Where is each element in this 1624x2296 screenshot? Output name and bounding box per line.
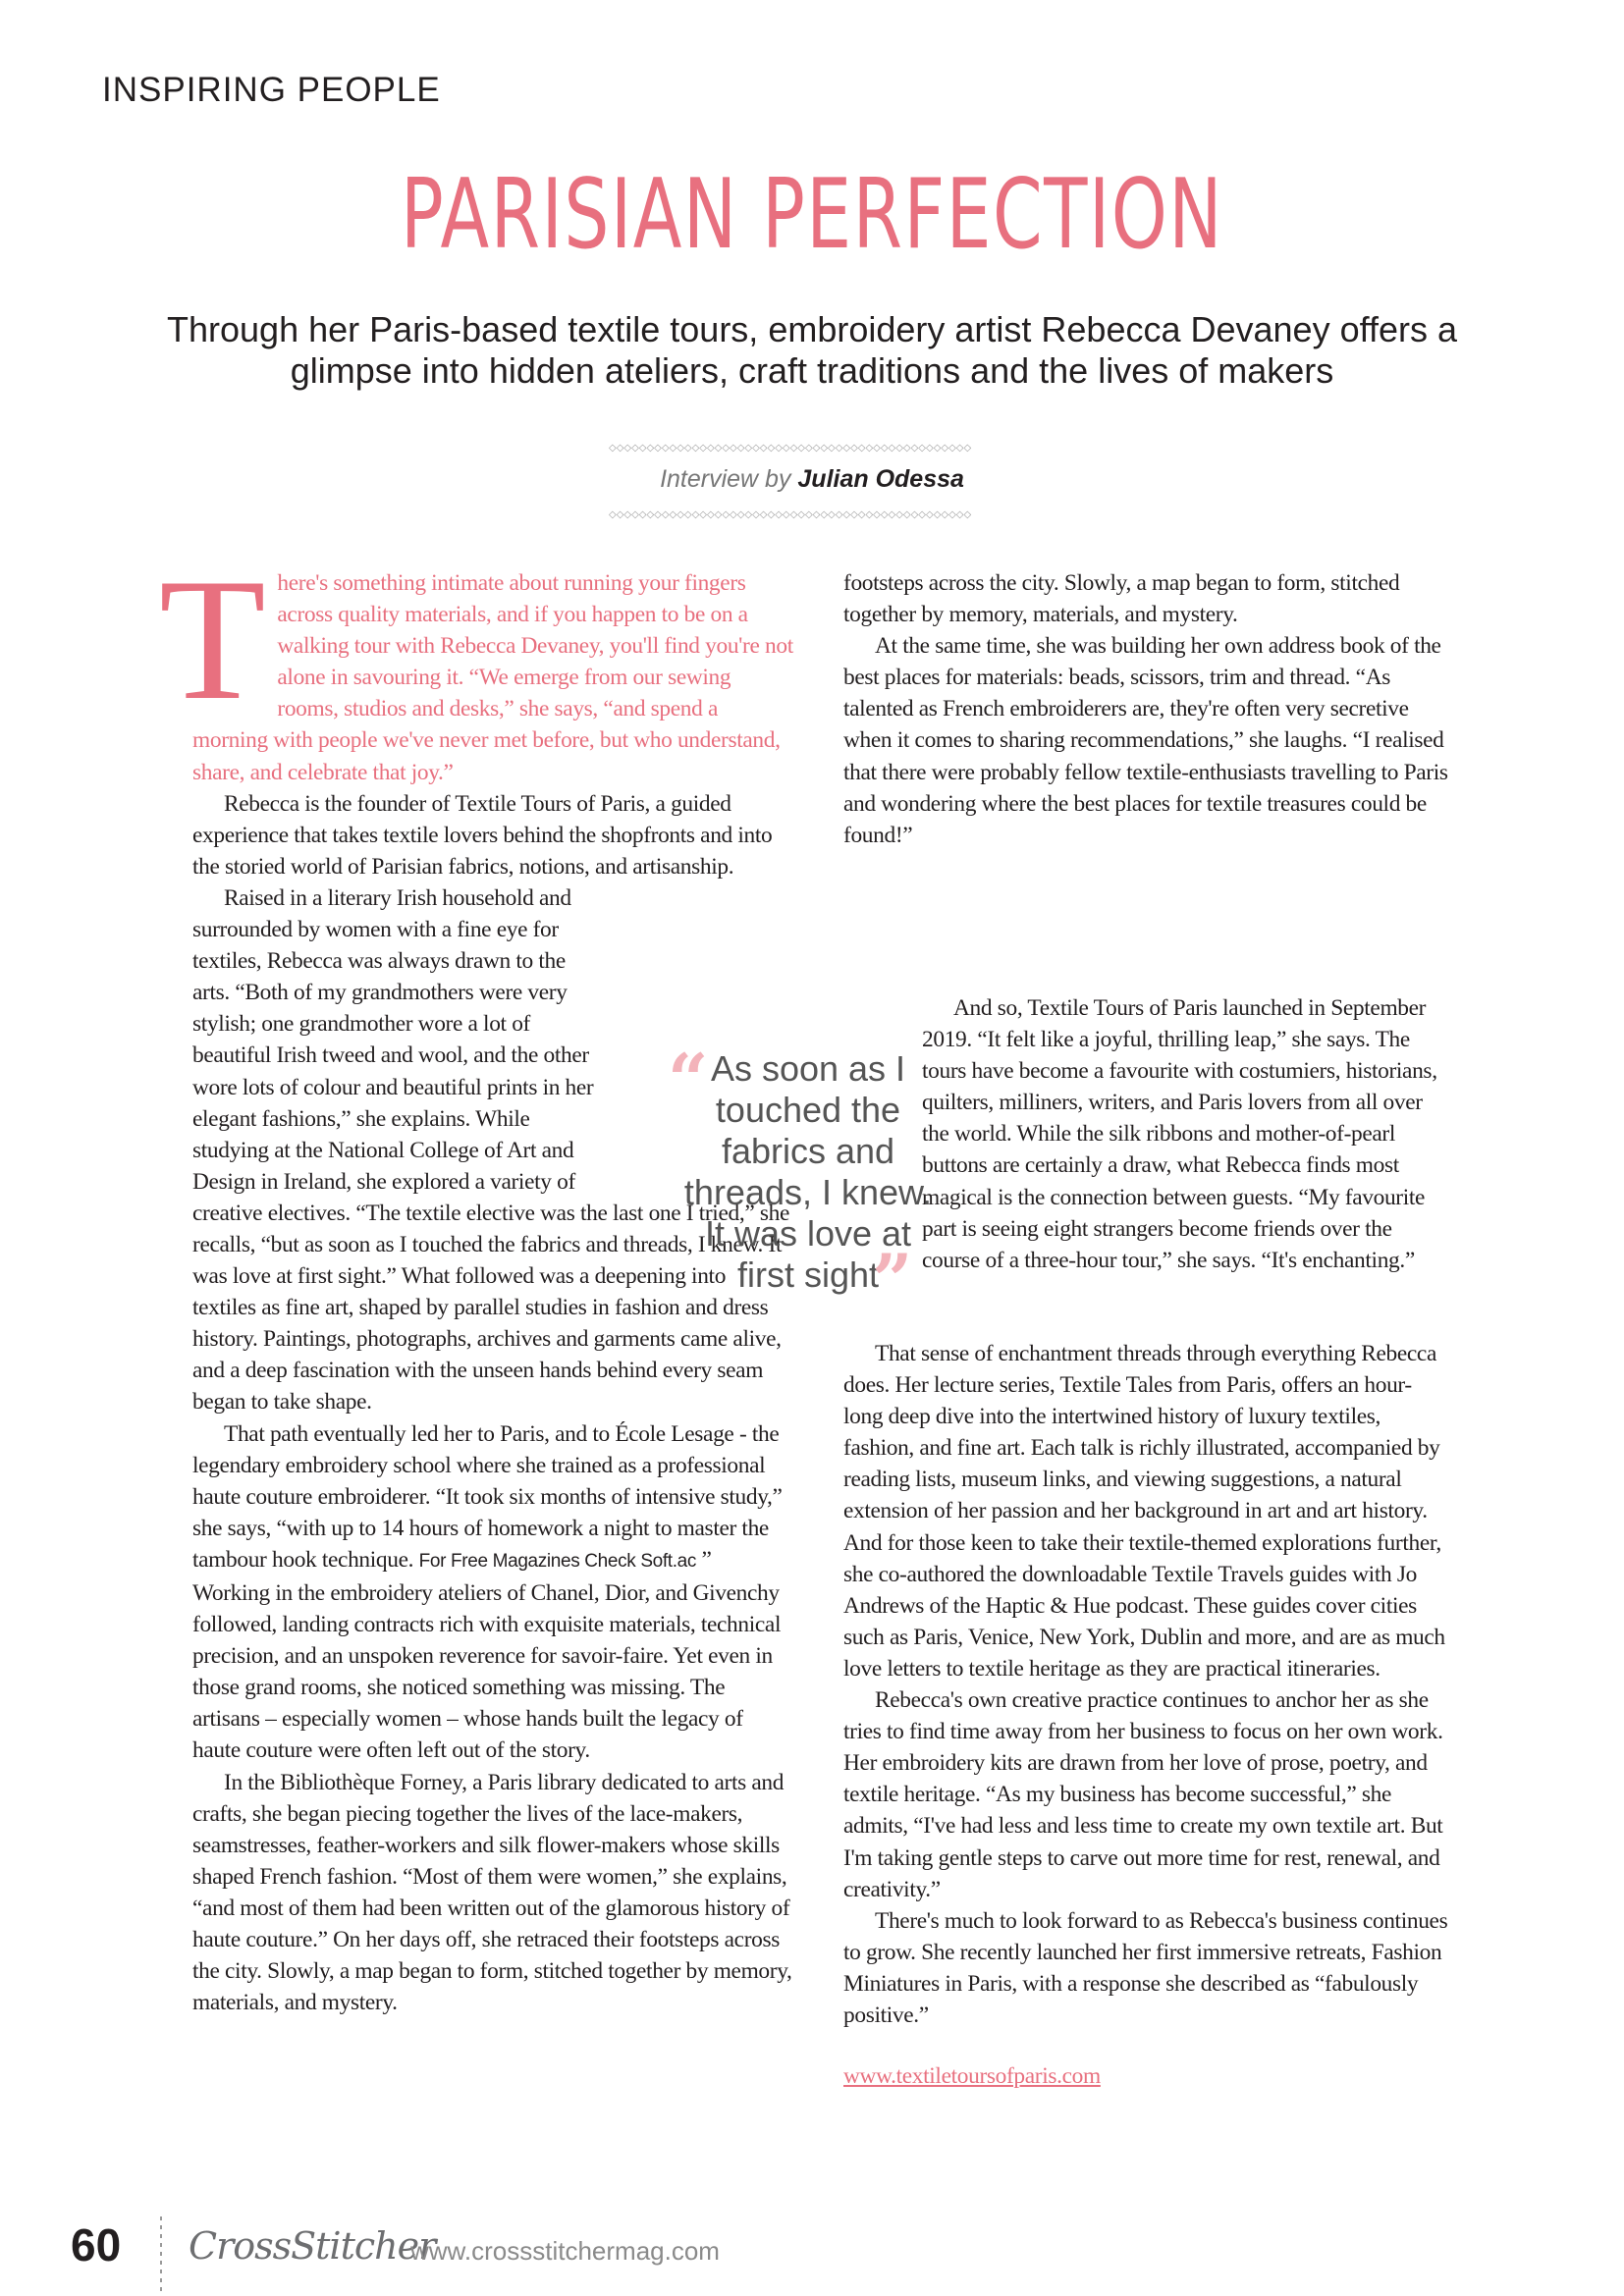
article-column-right-bottom	[843, 1338, 1448, 2092]
stitch-divider-icon	[157, 2216, 165, 2293]
body-paragraph-text: Raised in a literary Irish household and surrounded by women with a fine eye for textiles, Rebecca was always drawn to the arts. “Both of my grandmothers were very stylish; one grandmother wore a lot of beautiful Irish tweed and wool, and the other wore lots of colour and beautiful prints in her elegant fashions,” she explains. While studying at the National College of Art and Design in Ireland, she explored a variety of creative electives. “The textile elective was the last one I tried,” she recalls, “but as soon as I touched the fabrics and threads, I knew. It was love at first sight.” What followed was a deepening into textiles as fine art, shaped by parallel studies in fashion and dress history. Paintings, photographs, archives and garments came alive, and a deep fascination with the unseen hands behind every seam began to take shape.	[192, 884, 789, 1415]
quote-open-icon: “	[668, 1038, 709, 1121]
page-title: PARISIAN PERFECTION	[400, 159, 1224, 271]
byline-prefix: Interview by	[660, 465, 791, 493]
quote-close-icon: ”	[872, 1238, 913, 1321]
section-label: INSPIRING PEOPLE	[102, 71, 441, 109]
page-footer	[0, 2218, 1624, 2277]
page-number: 60	[71, 2219, 122, 2270]
body-paragraph-text: ” Working in the embroidery ateliers of Chanel, Dior, and Givenchy followed, landing contracts rich with exquisite materials, technical precision, and an unspoken reverence for savoir-faire. Yet even in those grand rooms, she noticed something was missing. The artisans – especially women – whose hands built the legacy of haute couture were often left out of the story.	[192, 1546, 782, 1764]
body-paragraph: In the Bibliothèque Forney, a Paris library dedicated to arts and crafts, she began piecing together the lives of the lace-makers, seamstresses, feather-workers and silk flower-makers whose skills shaped French fashion. “Most of them were women,” she explains, “and most of them had been written out of the glamorous history of haute couture.” On her days off, she retraced their footsteps across the city. Slowly, a map began to form, stitched together by memory, materials, and mystery.	[192, 1769, 792, 2016]
pull-quote: As soon as I touched the fabrics and threads, I knew. It was love at first sight	[683, 1048, 933, 1295]
website-link[interactable]: www.textiletoursofparis.com	[843, 2063, 1101, 2090]
article-column-right-top	[843, 567, 1448, 992]
decorative-divider-top: ◇◇◇◇◇◇◇◇◇◇◇◇◇◇◇◇◇◇◇◇◇◇◇◇◇◇◇◇◇◇◇◇◇◇◇◇◇◇◇◇◇◇◇◇◇◇◇◇	[609, 443, 972, 454]
body-paragraph: Rebecca is the founder of Textile Tours of Paris, a guided experience that takes textile lovers behind the shopfronts and into the storied world of Parisian fabrics, notions, and artisanship.	[192, 790, 773, 880]
body-paragraph-text: That path eventually led her to Paris, and to École Lesage - the legendary embroidery school where she trained as a professional haute couture embroiderer. “It took six months of intensive study,” she says, “with up to 14 hours of homework a night to master the tambour hook technique.	[192, 1420, 783, 1573]
magazine-website: www.crossstitchermag.com	[410, 2236, 720, 2266]
magazine-logo: CrossStitcher	[189, 2224, 436, 2268]
byline-author: Julian Odessa	[797, 465, 964, 493]
body-paragraph-text: And so, Textile Tours of Paris launched in September 2019. “It felt like a joyful, thrilling leap,” she says. The tours have become a favourite with costumiers, historians, quilters, milliners, writers, and Paris lovers from all over the world. While the silk ribbons and mother-of-pearl buttons are certainly a draw, what Rebecca finds most magical is the connection between guests. “My favourite part is seeing eight strangers become friends over the course of a three-hour tour,” she says. “It's enchanting.”	[922, 995, 1437, 1273]
lead-text: here's something intimate about running your fingers across quality materials, and if you happen to be on a walking tour with Rebecca Devaney, you'll find you're not alone in savouring it. “We emerge from our sewing rooms, studios and desks,” she says, “and spend a morning with people we've never met before, but who understand, share, and celebrate that joy.”	[192, 570, 793, 785]
body-paragraph: That sense of enchantment threads through everything Rebecca does. Her lecture series, Textile Tales from Paris, offers an hour-long deep dive into the intertwined history of luxury textiles, fashion, and fine art. Each talk is richly illustrated, accompanied by reading lists, museum links, and viewing suggestions, a natural extension of her passion and her background in art and art history. And for those keen to take their textile-themed explorations further, she co-authored the downloadable Textile Travels guides with Jo Andrews of the Haptic & Hue podcast. These guides cover cities such as Paris, Venice, New York, Dublin and more, and are as much love letters to textile heritage as they are practical itineraries.	[843, 1341, 1445, 1682]
body-paragraph: footsteps across the city. Slowly, a map began to form, stitched together by memory, materials, and mystery.	[843, 570, 1400, 628]
body-paragraph: At the same time, she was building her own address book of the best places for materials: beads, scissors, trim and thread. “As talented as French embroiderers are, they're often very secretive when it comes to sharing recommendations,” she laughs. “I realised that there were probably fellow textile-enthusiasts travelling to Paris and wondering where the best places for textile treasures could be found!”	[843, 633, 1448, 848]
decorative-divider-bottom: ◇◇◇◇◇◇◇◇◇◇◇◇◇◇◇◇◇◇◇◇◇◇◇◇◇◇◇◇◇◇◇◇◇◇◇◇◇◇◇◇◇◇◇◇◇◇◇◇	[609, 509, 972, 520]
standfirst: Through her Paris-based textile tours, embroidery artist Rebecca Devaney offers a glimpse into hidden ateliers, craft traditions and the lives of makers	[167, 309, 1457, 391]
lead-paragraph	[159, 542, 793, 788]
body-paragraph: There's much to look forward to as Rebecca's business continues to grow. She recently launched her first immersive retreats, Fashion Miniatures in Paris, with a response she described as “fabulously positive.”	[843, 1907, 1448, 2028]
byline	[0, 465, 1624, 494]
body-paragraph: Rebecca's own creative practice continues to anchor her as she tries to find time away from her business to focus on her own work. Her embroidery kits are drawn from her love of prose, poetry, and textile heritage. “As my business has become successful,” she admits, “I've had less and less time to create my own textile art. But I'm taking gentle steps to carve out more time for rest, renewal, and creativity.”	[843, 1687, 1443, 1902]
aside-note: For Free Magazines Check Soft.ac	[418, 1550, 697, 1572]
drop-cap: T	[159, 542, 266, 736]
body-paragraph	[192, 1418, 793, 1767]
